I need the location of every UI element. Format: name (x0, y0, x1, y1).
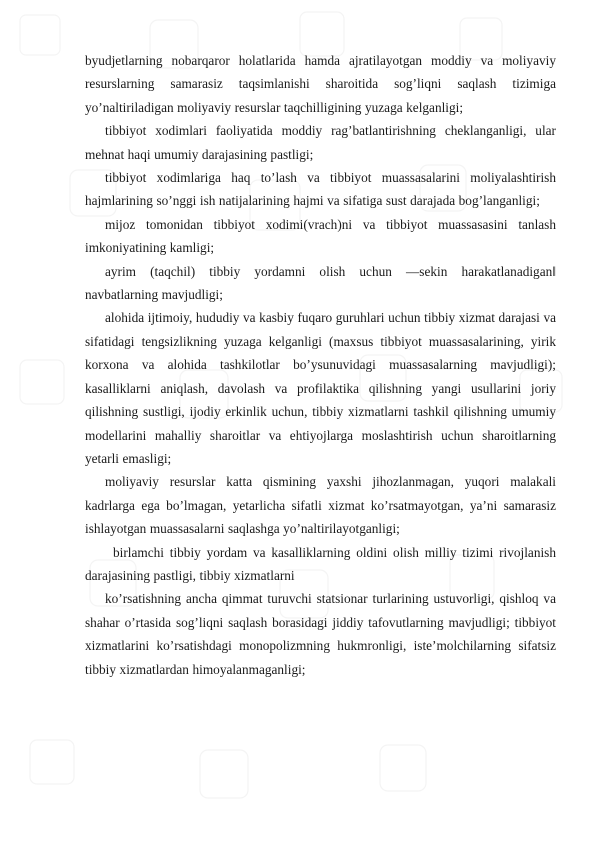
document-body (85, 49, 556, 681)
paragraph-staff-incentives: tibbiyot xodimlari faoliyatida moddiy rag’batlantirishning cheklanganligi, ular mehnat haqi umumiy darajasining pastligi; (85, 123, 556, 162)
paragraph-primary-care: birlamchi tibbiy yordam va kasalliklarning oldini olish milliy tizimi rivojlanish darajasining pastligi, tibbiy xizmatlarni (85, 544, 556, 583)
paragraph-inefficient-institutions: moliyaviy resurslar katta qismining yaxshi jihozlanmagan, yuqori malakali kadrlarga ega bo’lmagan, yetarlicha sifatli xizmat ko’rsatmayotgan, ya’ni samarasiz ishlayotgan muassasalarni saqlashga yo’naltirilayotganligi; (85, 474, 556, 537)
paragraph-service-inequality: alohida ijtimoiy, hududiy va kasbiy fuqaro guruhlari uchun tibbiy xizmat darajasi va sifatidagi tengsizlikning yuzaga kelganligi (maxsus tibbiyot muassasalarining, yirik korxona va alohida tashkilotlar bo’ysunuvidagi muassasalarning mavjudligi); kasalliklarni aniqlash, davolash va profilaktika qilishning yangi usullarini joriy qilishning sustligi, ijodiy erkinlik uchun, tibbiy xizmatlarni tashkil qilishning umumiy modellarini mahalliy sharoitlar va ehtiyojlarga moslashtirish uchun sharoitlarning yetarli emasligi; (85, 310, 556, 466)
paragraph-inpatient-dominance: ko’rsatishning ancha qimmat turuvchi statsionar turlarining ustuvorligi, qishloq va shahar o’rtasida sog’liqni saqlash borasidagi jiddiy tafovutlarning mavjudligi; tibbiyot xizmatlarini ko’rsatishdagi monopolizmning hukmronligi, iste’molchilarning sifatsiz tibbiy xizmatlardan himoyalanmaganligi; (85, 591, 556, 677)
paragraph-waiting-queues: ayrim (taqchil) tibbiy yordamni olish uchun ―sekin harakatlanadigan‖ navbatlarning mavjudligi; (85, 263, 556, 303)
paragraph-patient-choice: mijoz tomonidan tibbiyot xodimi(vrach)ni va tibbiyot muassasasini tanlash imkoniyatining kamligi; (85, 216, 556, 256)
paragraph-payment-linkage: tibbiyot xodimlariga haq to’lash va tibbiyot muassasalarini moliyalashtirish hajmlarining so’nggi ish natijalarining hajmi va sifatiga sust darajada bog’langanligi; (85, 170, 556, 209)
paragraph-budget-resources: byudjetlarning nobarqaror holatlarida hamda ajratilayotgan moddiy va moliyaviy resurslarning samarasiz taqsimlanishi sharoitida sog’liqni saqlash tizimiga yo’naltiriladigan moliyaviy resurslar taqchilligining yuzaga kelganligi; (85, 53, 556, 115)
